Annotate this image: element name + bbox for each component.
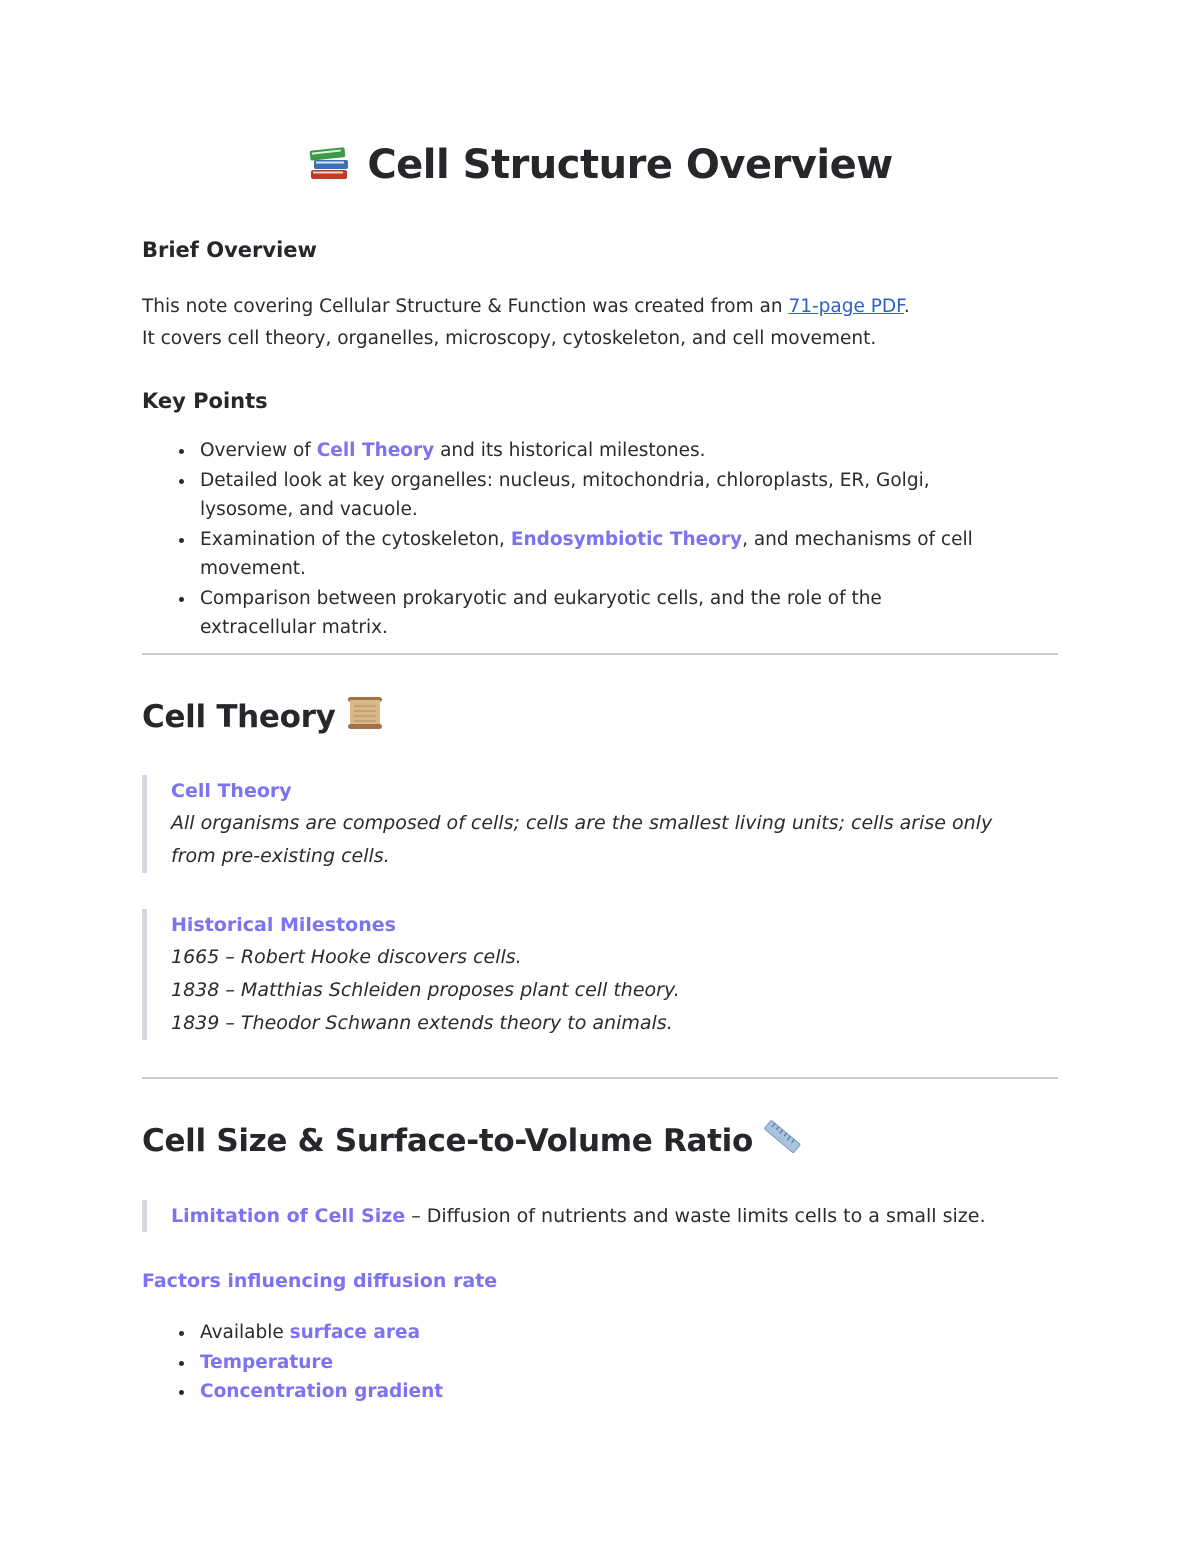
milestone-line: 1665 – Robert Hooke discovers cells. — [171, 946, 522, 968]
cell-size-heading: Cell Size & Surface-to-Volume Ratio — [142, 1117, 803, 1159]
quote-line: Limitation of Cell Size – Diffusion of nutrients and waste limits cells to a small size. — [171, 1205, 986, 1227]
list-item: Examination of the cytoskeleton, Endosymbiotic Theory, and mechanisms of cell movement. — [142, 525, 1002, 584]
ruler-icon — [761, 1117, 803, 1157]
milestones-quote — [142, 909, 1042, 1040]
scroll-icon — [344, 693, 386, 733]
quote-body: All organisms are composed of cells; cells are the smallest living units; cells arise only from pre-existing cells. — [171, 812, 993, 867]
page-title — [142, 142, 1058, 188]
list-item: Concentration gradient — [142, 1377, 1002, 1407]
list-item: Comparison between prokaryotic and eukaryotic cells, and the role of the extracellular matrix. — [142, 584, 1002, 643]
brief-overview-heading: Brief Overview — [142, 238, 317, 262]
divider — [142, 1077, 1058, 1079]
books-icon — [307, 142, 353, 182]
brief-overview-line-1 — [142, 291, 910, 323]
milestone-line: 1839 – Theodor Schwann extends theory to animals. — [171, 1012, 673, 1034]
quote-title: Cell Theory — [171, 780, 292, 802]
key-points-heading: Key Points — [142, 389, 268, 413]
list-item: Available surface area — [142, 1318, 1002, 1348]
factors-list — [142, 1318, 1002, 1407]
list-item: Detailed look at key organelles: nucleus, mitochondria, chloroplasts, ER, Golgi, lysosome, and vacuole. — [142, 466, 1002, 525]
cell-theory-heading: Cell Theory — [142, 693, 386, 735]
page-title-text: Cell Structure Overview — [367, 142, 893, 188]
milestone-line: 1838 – Matthias Schleiden proposes plant cell theory. — [171, 979, 680, 1001]
brief-text-end: . — [903, 296, 910, 317]
cell-size-quote — [142, 1200, 1042, 1232]
key-points-list — [142, 436, 1002, 643]
factors-heading: Factors influencing diffusion rate — [142, 1270, 498, 1292]
pdf-link[interactable]: 71-page PDF — [788, 296, 904, 317]
brief-text: This note covering Cellular Structure & Function was created from an — [142, 296, 789, 317]
quote-title: Historical Milestones — [171, 914, 396, 936]
divider — [142, 653, 1058, 655]
list-item: Overview of Cell Theory and its historical milestones. — [142, 436, 1002, 466]
brief-overview-line-2: It covers cell theory, organelles, microscopy, cytoskeleton, and cell movement. — [142, 328, 877, 349]
list-item: Temperature — [142, 1348, 1002, 1378]
cell-theory-quote — [142, 775, 1042, 873]
